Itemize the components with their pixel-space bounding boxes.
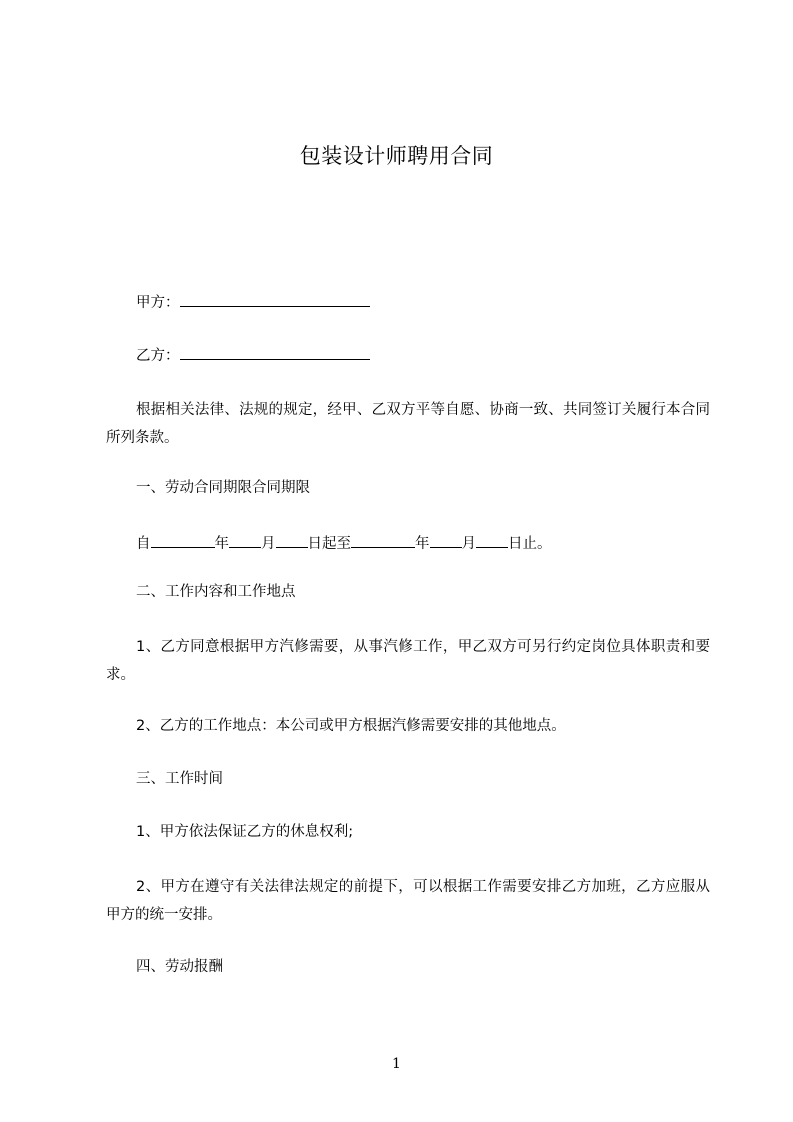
document-title: 包装设计师聘用合同 <box>299 144 494 168</box>
term-month-label: 月 <box>261 536 276 552</box>
start-day-blank[interactable] <box>276 534 308 548</box>
party-a-line <box>136 293 370 311</box>
term-line <box>136 534 552 552</box>
party-b-blank[interactable] <box>180 346 370 360</box>
page-number: 1 <box>392 1056 401 1072</box>
section2-heading: 二、工作内容和工作地点 <box>136 584 296 600</box>
party-b-line <box>136 346 370 364</box>
term-day-end: 日止。 <box>508 536 552 552</box>
start-month-blank[interactable] <box>229 534 261 548</box>
term-year-label: 年 <box>214 536 229 552</box>
term-year-label-2: 年 <box>415 536 430 552</box>
section3-item2: 2、甲方在遵守有关法律法规定的前提下，可以根据工作需要安排乙方加班，乙方应服从甲方的统一安排。 <box>106 879 710 923</box>
section3-heading: 三、工作时间 <box>136 771 223 787</box>
end-day-blank[interactable] <box>476 534 508 548</box>
section2-item1: 1、乙方同意根据甲方汽修需要，从事汽修工作，甲乙双方可另行约定岗位具体职责和要求。 <box>106 639 710 683</box>
end-month-blank[interactable] <box>430 534 462 548</box>
party-a-blank[interactable] <box>180 293 370 307</box>
party-b-label: 乙方： <box>136 348 180 364</box>
start-year-blank[interactable] <box>151 534 215 548</box>
section3-item1: 1、甲方依法保证乙方的休息权利; <box>136 824 354 840</box>
section1-heading: 一、劳动合同期限合同期限 <box>136 480 310 496</box>
section4-heading: 四、劳动报酬 <box>136 959 223 975</box>
end-year-blank[interactable] <box>351 534 415 548</box>
intro-paragraph: 根据相关法律、法规的规定，经甲、乙双方平等自愿、协商一致、共同签订关履行本合同所列条款。 <box>106 402 710 446</box>
term-month-label-2: 月 <box>461 536 476 552</box>
term-day-start: 日起至 <box>307 536 351 552</box>
section2-item2: 2、乙方的工作地点：本公司或甲方根据汽修需要安排的其他地点。 <box>136 718 566 734</box>
term-from: 自 <box>136 536 151 552</box>
party-a-label: 甲方： <box>136 295 180 311</box>
